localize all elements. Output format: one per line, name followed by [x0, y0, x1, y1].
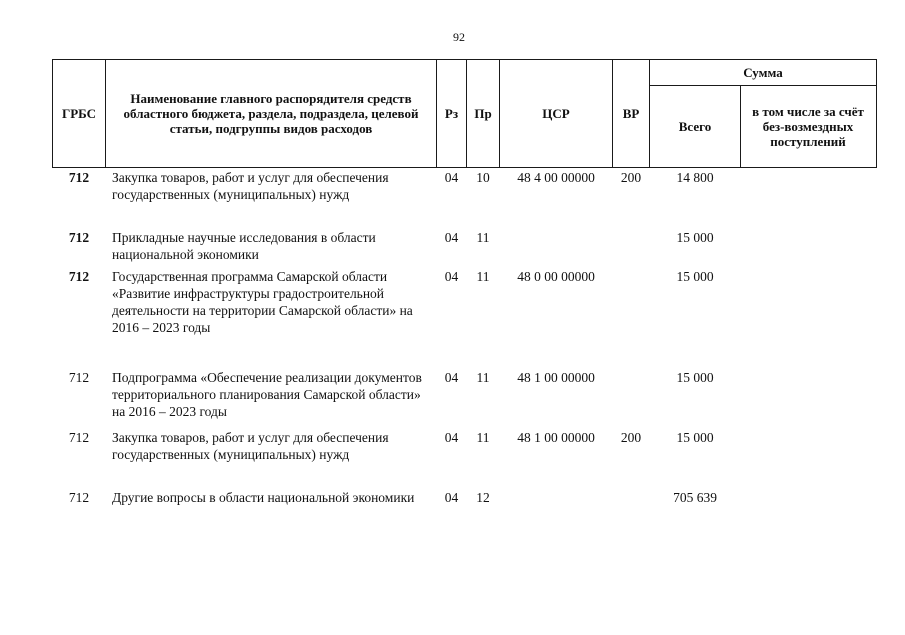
row-grbs: 712 [68, 230, 90, 245]
row-rz: 04 [444, 370, 459, 385]
row-csr: 48 1 00 00000 [517, 430, 595, 445]
row-pr: 11 [476, 230, 490, 245]
row-grbs: 712 [68, 430, 90, 445]
row-name: Прикладные научные исследования в области национальной экономики [112, 230, 376, 262]
header-vr: ВР [622, 106, 640, 121]
page-number: 92 [453, 30, 465, 44]
row-total: 15 000 [676, 370, 714, 385]
header-total: Всего [678, 119, 712, 134]
row-rz: 04 [444, 430, 459, 445]
row-pr: 11 [476, 370, 490, 385]
row-total: 15 000 [676, 269, 714, 284]
header-sum: Сумма [743, 65, 783, 80]
row-name: Закупка товаров, работ и услуг для обеспечения государственных (муниципальных) нужд [112, 430, 389, 462]
column-divider-grbs [105, 59, 106, 168]
row-rz: 04 [444, 269, 459, 284]
row-total: 15 000 [676, 230, 714, 245]
row-pr: 12 [476, 490, 490, 505]
row-pr: 10 [476, 170, 490, 185]
table-right-border [876, 59, 877, 168]
row-grbs: 712 [68, 370, 90, 385]
header-name: Наименование главного распорядителя средств областного бюджета, раздела, подраздела, целевой статьи, подгруппы видов расходов [123, 91, 419, 136]
row-pr: 11 [476, 269, 490, 284]
row-grbs: 712 [68, 170, 90, 185]
header-bottom-border [52, 167, 877, 168]
row-total: 14 800 [676, 170, 714, 185]
row-total: 705 639 [673, 490, 717, 505]
header-pr: Пр [474, 106, 492, 121]
row-rz: 04 [444, 170, 459, 185]
row-csr: 48 4 00 00000 [517, 170, 595, 185]
row-rz: 04 [444, 490, 459, 505]
header-csr: ЦСР [542, 106, 570, 121]
row-pr: 11 [476, 430, 490, 445]
row-name: Другие вопросы в области национальной экономики [112, 490, 415, 505]
row-csr: 48 0 00 00000 [517, 269, 595, 284]
row-total: 15 000 [676, 430, 714, 445]
row-grbs: 712 [68, 490, 90, 505]
row-name: Закупка товаров, работ и услуг для обеспечения государственных (муниципальных) нужд [112, 170, 389, 202]
row-rz: 04 [444, 230, 459, 245]
column-divider-total [740, 86, 741, 168]
header-rz: Рз [444, 106, 459, 121]
row-vr: 200 [620, 430, 642, 445]
row-name: Государственная программа Самарской области «Развитие инфраструктуры градостроительной деятельности на территории Самарской области» на 2016 – 2023 годы [112, 269, 413, 335]
row-grbs: 712 [68, 269, 90, 284]
header-grbs: ГРБС [61, 106, 97, 121]
row-name: Подпрограмма «Обеспечение реализации документов территориального планирования Самарской области» на 2016 – 2023 годы [112, 370, 422, 419]
row-csr: 48 1 00 00000 [517, 370, 595, 385]
header-incl-grants: в том числе за счёт без-возмездных поступлений [752, 104, 864, 149]
row-vr: 200 [620, 170, 642, 185]
